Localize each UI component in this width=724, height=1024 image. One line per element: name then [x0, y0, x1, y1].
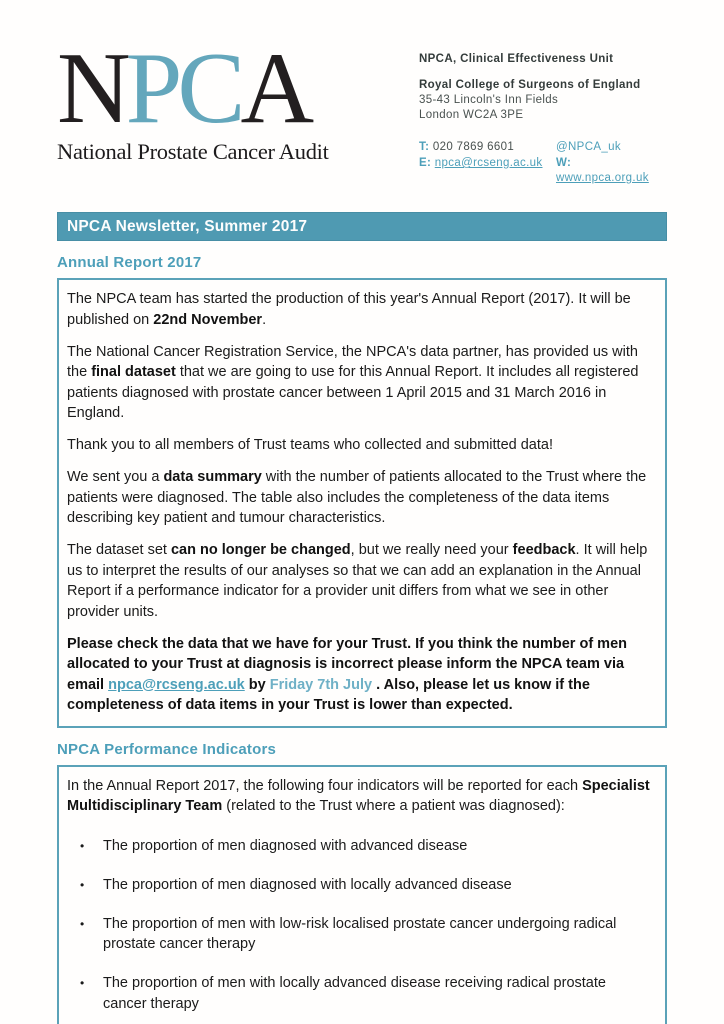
text-run: Specialist Multidisciplinary Team	[67, 777, 650, 814]
bullet-icon: •	[80, 916, 85, 931]
contact-web-link[interactable]: www.npca.org.uk	[556, 172, 649, 184]
paragraph-publication	[67, 289, 655, 330]
bullet-icon: •	[80, 877, 85, 892]
text-run: Please check the data that we have for your Trust. If you think the number of men allocated to your Trust at diagnosis is incorrect please inform the NPCA team via email	[67, 635, 627, 693]
contact-web	[556, 156, 667, 186]
indicator-locally-advanced-radical-therapy: The proportion of men with locally advanced disease receiving radical prostate cancer therapy	[103, 975, 606, 1012]
indicator-locally-advanced-disease: The proportion of men diagnosed with locally advanced disease	[103, 876, 512, 893]
text-run: . It will help us to interpret the results of our analyses so that we can add an explanation in the Annual Report if a performance indicator for a provider unit differs from what we see in other provider units.	[67, 542, 648, 620]
newsletter-title-banner	[57, 212, 667, 241]
paragraph-check-data	[67, 634, 655, 716]
paragraph-thank-you	[67, 435, 655, 456]
text-run: .	[262, 311, 267, 328]
text-run: data summary	[163, 469, 262, 485]
list-item	[67, 875, 655, 896]
npca-logo	[57, 32, 329, 165]
text-run: with the number of patients allocated to the Trust where the patients were diagnosed. The table also includes the completeness of the data items describing key patient and tumour characteristics.	[67, 469, 647, 526]
text-run: final dataset	[91, 364, 176, 380]
contact-links-grid	[419, 140, 667, 186]
section-heading-annual-report: Annual Report 2017	[57, 254, 202, 271]
contact-email	[419, 156, 556, 186]
contact-phone	[419, 140, 556, 155]
indicators-intro	[67, 776, 655, 817]
email-label: E:	[419, 157, 432, 169]
npca-logo-tagline: National Prostate Cancer Audit	[57, 138, 329, 164]
web-label: W:	[556, 157, 572, 169]
email-link[interactable]: npca@rcseng.ac.uk	[108, 676, 245, 693]
logo-letter-c: C	[177, 32, 241, 145]
newsletter-title: NPCA Newsletter, Summer 2017	[67, 218, 308, 235]
contact-address-line1: 35-43 Lincoln's Inn Fields	[419, 94, 559, 106]
contact-email-link[interactable]: npca@rcseng.ac.uk	[434, 157, 543, 169]
contact-twitter	[556, 140, 667, 155]
text-run: . Also, please let us know if the completeness of data items in your Trust is lower than expected.	[67, 676, 590, 713]
twitter-handle-link[interactable]: @NPCA_uk	[556, 141, 621, 153]
text-run: that we are going to use for this Annual Report. It includes all registered patients diagnosed with prostate cancer between 1 April 2015 and 31 March 2016 in England.	[67, 364, 639, 421]
logo-letter-n: N	[57, 32, 126, 145]
paragraph-feedback	[67, 540, 655, 622]
text-run: 22nd November	[153, 311, 263, 328]
list-item	[67, 914, 655, 955]
phone-number: 020 7869 6601	[432, 141, 515, 153]
header	[57, 32, 667, 186]
list-item	[67, 836, 655, 857]
annual-report-box	[57, 278, 667, 728]
text-run: The NPCA team has started the production of this year's Annual Report (2017). It will be published on	[67, 291, 631, 328]
contact-block	[419, 46, 667, 186]
performance-indicators-box	[57, 765, 667, 1024]
text-run: by	[244, 676, 270, 693]
paragraph-final-dataset	[67, 342, 655, 424]
text-run: In the Annual Report 2017, the following four indicators will be reported for each	[67, 777, 583, 794]
text-run: Thank you to all members of Trust teams who collected and submitted data!	[67, 437, 553, 453]
logo-letter-a: A	[240, 32, 310, 145]
text-run: (related to the Trust where a patient was diagnosed):	[222, 798, 565, 814]
text-run: feedback	[512, 542, 576, 558]
text-run: , but we really need your	[350, 542, 513, 558]
indicator-advanced-disease: The proportion of men diagnosed with advanced disease	[103, 837, 468, 854]
logo-letter-p: P	[125, 32, 178, 145]
text-run: can no longer be changed	[170, 542, 351, 558]
section-heading-performance-indicators: NPCA Performance Indicators	[57, 740, 277, 758]
list-item	[67, 973, 655, 1014]
bullet-icon: •	[80, 976, 85, 990]
npca-logo-wordmark	[57, 32, 329, 145]
bullet-icon: •	[80, 838, 85, 853]
text-run: The dataset set	[67, 542, 171, 558]
text-run: The National Cancer Registration Service, the NPCA's data partner, has provided us with the	[67, 343, 638, 380]
contact-address-line2: London WC2A 3PE	[419, 109, 524, 121]
paragraph-data-summary	[67, 467, 655, 529]
indicator-low-risk-radical-therapy: The proportion of men with low-risk localised prostate cancer undergoing radical prostate cancer therapy	[103, 915, 617, 952]
contact-unit: NPCA, Clinical Effectiveness Unit	[419, 53, 614, 65]
text-run: We sent you a	[67, 469, 164, 485]
phone-label: T:	[419, 141, 430, 153]
contact-org: Royal College of Surgeons of England	[419, 79, 641, 91]
deadline-date: Friday 7th July	[269, 676, 373, 693]
